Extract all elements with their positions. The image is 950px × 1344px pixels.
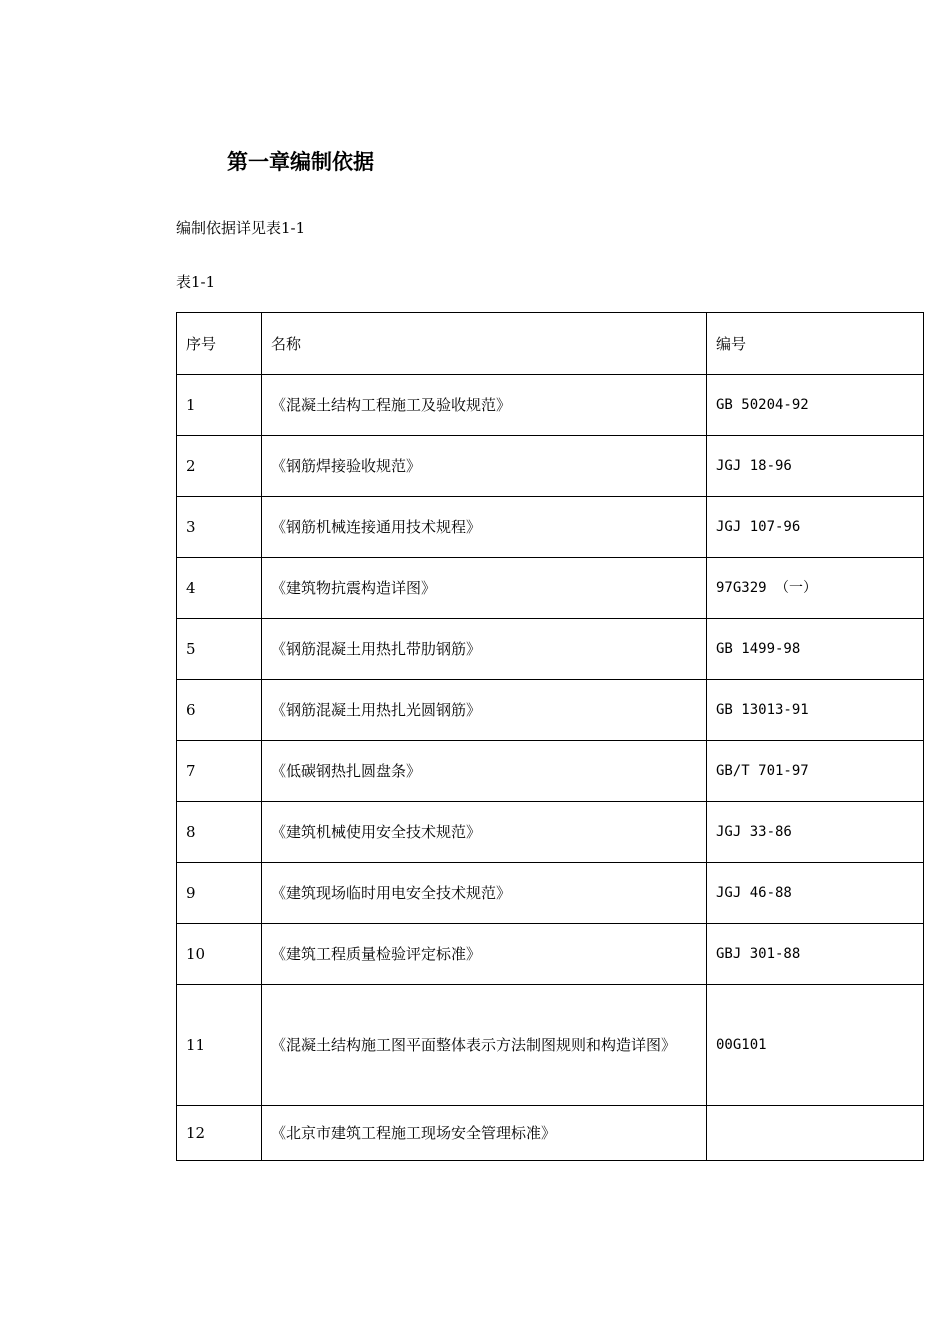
row-no: 3	[177, 497, 262, 558]
table-row	[177, 558, 924, 619]
header-name: 名称	[262, 313, 707, 375]
table-row	[177, 802, 924, 863]
table-row	[177, 863, 924, 924]
row-name: 《低碳钢热扎圆盘条》	[262, 741, 707, 802]
row-code	[707, 1106, 924, 1161]
row-code: JGJ 107-96	[707, 497, 924, 558]
row-code: 97G329 （一）	[707, 558, 924, 619]
row-no: 10	[177, 924, 262, 985]
row-name: 《建筑工程质量检验评定标准》	[262, 924, 707, 985]
row-name: 《建筑物抗震构造详图》	[262, 558, 707, 619]
table-row	[177, 924, 924, 985]
row-code: GB 13013-91	[707, 680, 924, 741]
row-code: JGJ 18-96	[707, 436, 924, 497]
basis-table	[176, 312, 924, 1161]
row-no: 5	[177, 619, 262, 680]
table-row	[177, 741, 924, 802]
row-code: GBJ 301-88	[707, 924, 924, 985]
row-no: 11	[177, 985, 262, 1106]
row-no: 7	[177, 741, 262, 802]
row-name: 《钢筋混凝土用热扎带肋钢筋》	[262, 619, 707, 680]
row-name: 《钢筋混凝土用热扎光圆钢筋》	[262, 680, 707, 741]
table-row	[177, 619, 924, 680]
table-header-row	[177, 313, 924, 375]
row-code: GB 1499-98	[707, 619, 924, 680]
chapter-title: 第一章编制依据	[227, 150, 374, 174]
row-code: JGJ 33-86	[707, 802, 924, 863]
row-code: GB/T 701-97	[707, 741, 924, 802]
row-name: 《钢筋机械连接通用技术规程》	[262, 497, 707, 558]
row-name: 《混凝土结构施工图平面整体表示方法制图规则和构造详图》	[262, 985, 707, 1106]
table-caption: 表1-1	[176, 273, 216, 291]
row-code: GB 50204-92	[707, 375, 924, 436]
row-no: 4	[177, 558, 262, 619]
row-no: 6	[177, 680, 262, 741]
row-code: JGJ 46-88	[707, 863, 924, 924]
row-name: 《北京市建筑工程施工现场安全管理标准》	[262, 1106, 707, 1161]
table-row	[177, 985, 924, 1106]
table-row	[177, 497, 924, 558]
row-name: 《混凝土结构工程施工及验收规范》	[262, 375, 707, 436]
row-no: 8	[177, 802, 262, 863]
row-name: 《建筑机械使用安全技术规范》	[262, 802, 707, 863]
row-no: 2	[177, 436, 262, 497]
table-row	[177, 1106, 924, 1161]
row-name: 《建筑现场临时用电安全技术规范》	[262, 863, 707, 924]
row-name: 《钢筋焊接验收规范》	[262, 436, 707, 497]
table-row	[177, 436, 924, 497]
table-row	[177, 375, 924, 436]
row-code: 00G101	[707, 985, 924, 1106]
header-no: 序号	[177, 313, 262, 375]
intro-paragraph: 编制依据详见表1-1	[176, 219, 306, 237]
table-row	[177, 680, 924, 741]
row-no: 9	[177, 863, 262, 924]
header-code: 编号	[707, 313, 924, 375]
row-no: 12	[177, 1106, 262, 1161]
row-no: 1	[177, 375, 262, 436]
